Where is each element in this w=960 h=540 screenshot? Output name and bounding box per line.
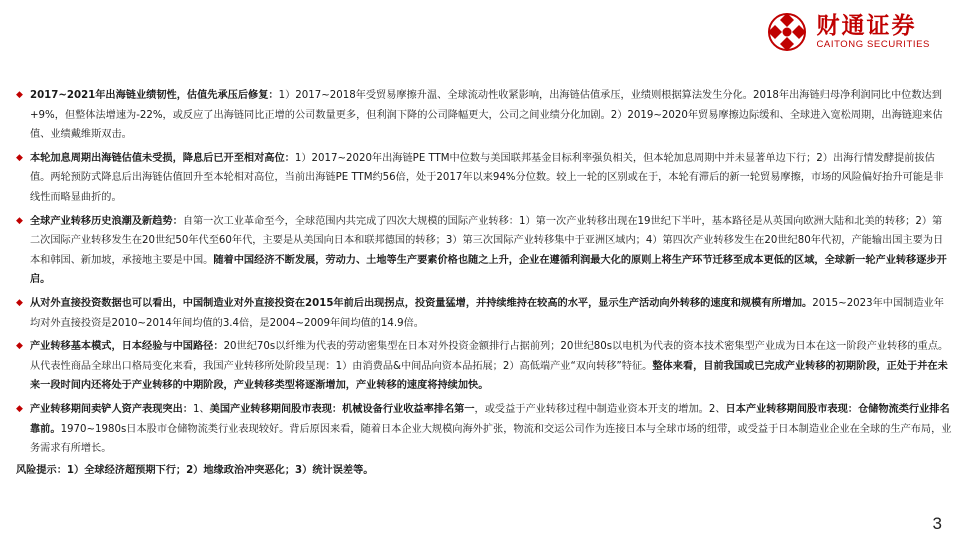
bullet-text-part: 美国产业转移期间股市表现：机械设备行业收益率排名第一 bbox=[209, 403, 475, 415]
bullet-text-part: ，或受益于产业转移过程中制造业资本开支的增加。2、 bbox=[474, 403, 726, 415]
bullet-text-part: 日本产业转移期间股市表现：仓储物流类行业排名靠前。 bbox=[30, 403, 950, 435]
brand-name-cn: 财通证券 bbox=[816, 13, 917, 39]
brand-logo bbox=[766, 10, 930, 54]
bullet-item bbox=[16, 149, 952, 208]
bullet-heading: 产业转移期间卖铲人资产表现突出： bbox=[30, 403, 193, 415]
bullet-text-part: 1、 bbox=[193, 403, 210, 415]
brand-name-en: CAITONG SECURITIES bbox=[816, 39, 930, 50]
bullet-item bbox=[16, 337, 952, 396]
diamond-icon: ◆ bbox=[16, 341, 23, 352]
header-bar bbox=[0, 0, 960, 74]
bullet-item bbox=[16, 86, 952, 145]
caitong-logo-icon bbox=[766, 11, 808, 53]
diamond-icon: ◆ bbox=[16, 403, 23, 414]
bullet-heading: 本轮加息周期出海链估值未受损，降息后已开至相对高位： bbox=[30, 152, 295, 164]
bullet-conclusion: 随着中国经济不断发展，劳动力、土地等生产要素价格也随之上升，企业在遵循利润最大化的原则上将生产环节迁移至成本更低的区域，全球新一轮产业转移逐步开启。 bbox=[30, 254, 947, 286]
diamond-icon: ◆ bbox=[16, 90, 23, 100]
bullet-text: 20世纪70s以纤维为代表的劳动密集型在日本对外投资金额排行占据前列；20世纪80s以电机为代表的资本技术密集型产业成为日本在这一阶段产业转移的重点。从代表性商品全球出口格局变化来看，我国产业转移所处阶段呈现：1）由消费品&中间品向资本品拓展；2）高低端产业“双向转移”特征。 bbox=[30, 341, 949, 372]
page-number: 3 bbox=[932, 514, 942, 533]
bullet-text: 1）2017~2020年出海链PE TTM中位数与美国联邦基金目标利率强负相关，但本轮加息周期中并未显著单边下行；2）出海行情发酵提前拔估值。两轮预防式降息后出海链估值回升至本轮相对高位，当前出海链PE TTM约56倍，处于2017年以来94%分位数。较上一轮的区别或在于，本轮有滞后的新一轮贸易摩擦，市场的风险偏好抬升可能是非线性而略显曲折的。 bbox=[30, 152, 944, 203]
bullet-item bbox=[16, 400, 952, 459]
diamond-icon: ◆ bbox=[16, 152, 23, 163]
main-content bbox=[16, 86, 952, 480]
bullet-heading: 从对外直接投资数据也可以看出，中国制造业对外直接投资在2015年前后出现拐点，投资量猛增，并持续维持在较高的水平，显示生产活动向外转移的速度和规模有所增加。 bbox=[30, 297, 813, 309]
bullet-item bbox=[16, 212, 952, 290]
bullet-item bbox=[16, 294, 952, 333]
bullet-text: 2015~2023年中国制造业年均对外直接投资是2010~2014年间均值的3.4倍，是2004~2009年间均值的14.9倍。 bbox=[30, 297, 944, 329]
bullet-heading: 2017~2021年出海链业绩韧性，估值先承压后修复： bbox=[30, 90, 279, 101]
diamond-icon: ◆ bbox=[16, 297, 23, 308]
diamond-icon: ◆ bbox=[16, 215, 23, 226]
bullet-text: 自第一次工业革命至今，全球范围内共完成了四次大规模的国际产业转移：1）第一次产业转移出现在19世纪下半叶，基本路径是从英国向欧洲大陆和北美的转移；2）第二次国际产业转移发生在20世纪50年代至60年代，主要是从美国向日本和联邦德国的转移；3）第三次国际产业转移集中于亚洲区域内；4）第四次产业转移发生在20世纪80年代初，产能输出国主要为日本和韩国、新加坡，承接地主要是中国。 bbox=[30, 215, 944, 266]
bullet-conclusion: 整体来看，目前我国或已完成产业转移的初期阶段，正处于并在未来一段时间内还将处于产业转移的中期阶段，产业转移类型将逐渐增加，产业转移的速度将持续加快。 bbox=[30, 360, 948, 392]
bullet-heading: 全球产业转移历史浪潮及新趋势： bbox=[30, 215, 183, 227]
bullet-heading: 产业转移基本模式，日本经验与中国路径： bbox=[30, 341, 224, 353]
bullet-text: 1）2017~2018年受贸易摩擦升温、全球流动性收紧影响，出海链估值承压，业绩则根据算法发生分化。2018年出海链归母净利润同比中位数达到+9%，但整体法增速为-22%，或反应了出海链同比正增的公司数量更多，但利润下降的公司降幅更大，公司之间业绩分化加剧。2）2019~2020年贸易摩擦边际缓和、全球进入宽松周期，出海链迎来估值、业绩戴维斯双击。 bbox=[30, 90, 943, 141]
risk-warning: 风险提示：1）全球经济超预期下行；2）地缘政治冲突恶化；3）统计误差等。 bbox=[16, 464, 374, 476]
bullet-text-part: 1970~1980s日本股市仓储物流类行业表现较好。背后原因来看，随着日本企业大规模向海外扩张，物流和交运公司作为连接日本与全球市场的纽带，或受益于日本制造业企业在全球的生产布局，业务需求有所增长。 bbox=[30, 423, 952, 455]
